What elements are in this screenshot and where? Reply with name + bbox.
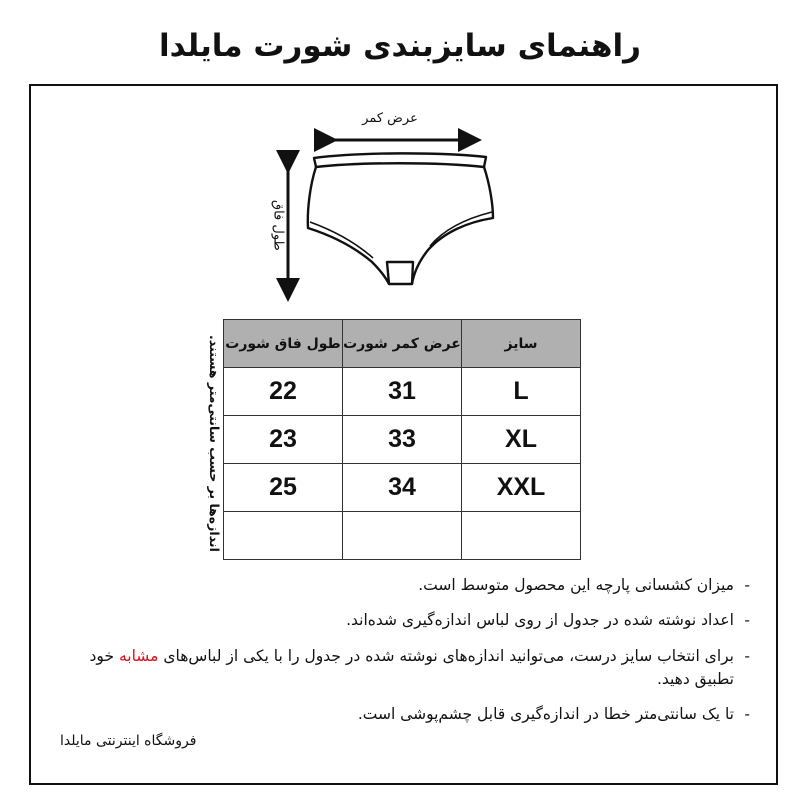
note-tolerance: تا یک سانتی‌متر خطا در اندازه‌گیری قابل چشم‌پوشی است. <box>357 705 734 723</box>
waist-width-label: عرض کمر <box>362 111 418 126</box>
note-measured-on-garment: اعداد نوشته شده در جدول از روی لباس اندازه‌گیری شده‌اند. <box>346 611 734 630</box>
cell-waist: 33 <box>343 416 462 464</box>
cell-size: XL <box>462 416 581 464</box>
cell-waist: 34 <box>343 464 462 512</box>
list-item: - میزان کشسانی پارچه این محصول متوسط است. <box>60 574 750 597</box>
note-fabric-stretch: میزان کشسانی پارچه این محصول متوسط است. <box>418 576 734 594</box>
highlight-word: مشابه <box>118 646 159 665</box>
cell-length: 22 <box>224 368 343 416</box>
store-name: فروشگاه اینترنتی مایلدا <box>60 733 197 749</box>
page-title: راهنمای سایزبندی شورت مایلدا <box>158 28 642 64</box>
table-row <box>224 464 581 512</box>
table-header-row <box>224 320 581 368</box>
header-waist: عرض کمر شورت <box>343 320 462 368</box>
table-row <box>224 368 581 416</box>
size-table <box>223 319 581 560</box>
cell-waist: 31 <box>343 368 462 416</box>
header-length: طول فاق شورت <box>224 320 343 368</box>
units-note: اندازه‌ها بر حسب سانتی‌متر هستند. <box>207 334 222 552</box>
cell-size <box>462 512 581 560</box>
list-item: - برای انتخاب سایز درست، می‌توانید اندازه‌های نوشته شده در جدول را با یکی از لباس‌های مشابه خود تطبیق دهید. <box>60 645 750 692</box>
cell-length: 25 <box>224 464 343 512</box>
cell-length: 23 <box>224 416 343 464</box>
cell-length <box>224 512 343 560</box>
cell-size: XXL <box>462 464 581 512</box>
list-item: - تا یک سانتی‌متر خطا در اندازه‌گیری قابل چشم‌پوشی است. <box>60 703 750 726</box>
crotch-length-label: طول فاق <box>270 199 286 251</box>
table-row <box>224 512 581 560</box>
note-compare-garment: برای انتخاب سایز درست، می‌توانید اندازه‌های نوشته شده در جدول را با یکی از لباس‌های مشابه خود تطبیق دهید. <box>89 646 734 688</box>
header-size: سایز <box>462 320 581 368</box>
list-item: - اعداد نوشته شده در جدول از روی لباس اندازه‌گیری شده‌اند. <box>60 609 750 632</box>
notes-list <box>60 574 750 738</box>
briefs-outline <box>308 153 493 284</box>
cell-waist <box>343 512 462 560</box>
table-row <box>224 416 581 464</box>
cell-size: L <box>462 368 581 416</box>
